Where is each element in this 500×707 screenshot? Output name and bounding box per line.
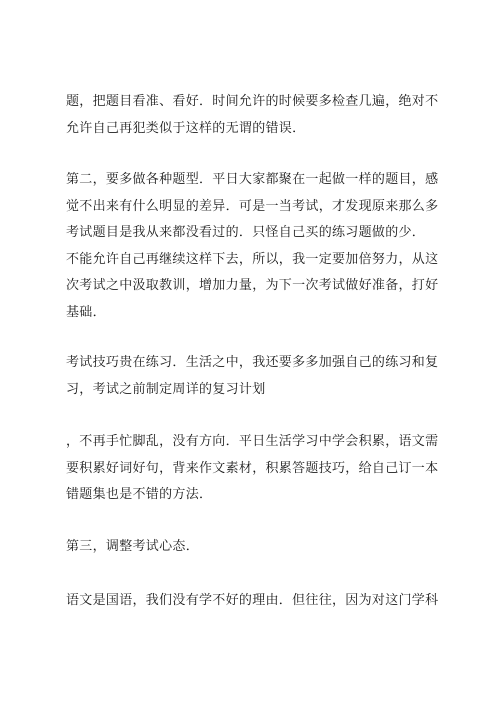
text-line: 觉不出来有什么明显的差异．可是一当考试，才发现原来那么多 — [66, 198, 439, 214]
paragraph-1 — [66, 89, 446, 142]
text-line: 习，考试之前制定周详的复习计划 — [66, 381, 266, 397]
text-line: 第三，调整考试心态． — [66, 539, 200, 554]
paragraph-2 — [66, 167, 446, 326]
paragraph-6 — [66, 588, 446, 615]
text-line: 考试题目是我从来都没看过的．只怪自己买的练习题做的少． — [66, 225, 426, 240]
text-line: 允许自己再犯类似于这样的无谓的错误． — [66, 120, 306, 136]
text-line: 要积累好词好句，背来作文素材，积累答题技巧，给自己订一本 — [66, 460, 439, 476]
text-line: 语文是国语，我们没有学不好的理由．但往往，因为对这门学科 — [66, 593, 439, 608]
text-line: 不能允许自己再继续这样下去，所以，我一定要加倍努力，从这 — [66, 251, 439, 267]
paragraph-4 — [66, 429, 446, 509]
text-line: 考试技巧贵在练习．生活之中，我还要多多加强自己的练习和复 — [66, 355, 439, 370]
paragraph-5 — [66, 534, 446, 561]
paragraph-3 — [66, 350, 446, 403]
text-line: 基础． — [66, 304, 106, 320]
text-line: 错题集也是不错的方法． — [66, 487, 213, 502]
text-line: 第二，要多做各种题型．平日大家都聚在一起做一样的题目，感 — [66, 172, 439, 187]
text-line: 次考试之中汲取教训，增加力量，为下一次考试做好准备，打好 — [66, 278, 439, 293]
text-line: ，不再手忙脚乱，没有方向．平日生活学习中学会积累，语文需 — [66, 434, 439, 449]
text-line: 题，把题目看准、看好．时间允许的时候要多检查几遍，绝对不 — [66, 94, 439, 109]
